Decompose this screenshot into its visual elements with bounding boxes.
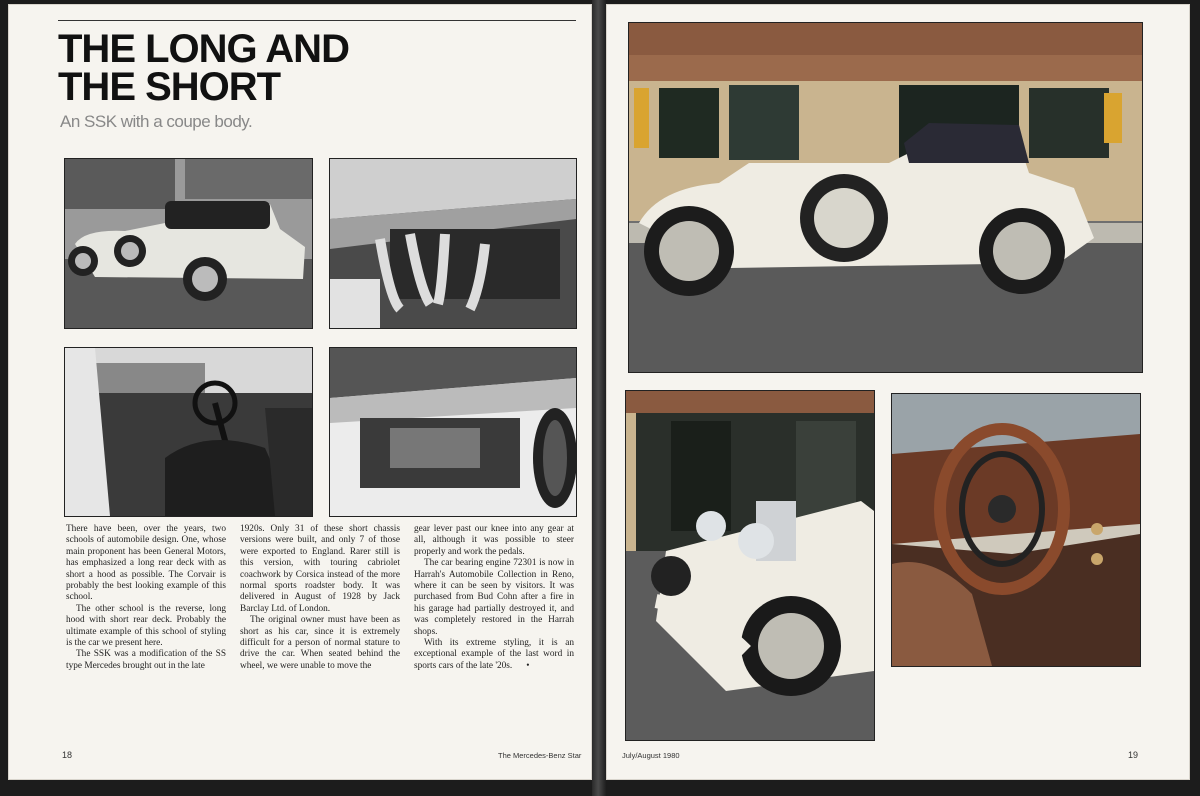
magazine-spine — [592, 0, 606, 796]
paragraph: The other school is the reverse, long hood with short rear deck. Probably the ultimate example of this school of styling is the car we present here. — [66, 603, 226, 649]
paragraph — [414, 638, 574, 672]
paragraph: The SSK was a modification of the SS type Mercedes brought out in the late — [66, 649, 226, 671]
car-photo-icon — [626, 391, 874, 740]
paragraph: The original owner must have been as short as his car, since it is extremely difficult for a person of normal stature to drive the car. When seated behind the wheel, we were unable to move the — [240, 615, 400, 671]
photo-steering-wheel — [891, 393, 1141, 667]
photo-engine-right — [329, 347, 577, 517]
photo-engine-left — [329, 158, 577, 329]
text-column-2 — [240, 524, 400, 672]
interior-photo-icon — [892, 394, 1140, 666]
paragraph: gear lever past our knee into any gear at all, although it was possible to steer properly and work the pedals. — [414, 524, 574, 557]
page-number-right: 19 — [1128, 750, 1139, 760]
paragraph: The car bearing engine 72301 is now in Harrah's Automobile Collection in Reno, where it can be seen by visitors. It was purchased from Bud Cohn after a fire in his garage had partially destroyed it, and was completely restored in the Harrah shops. — [414, 558, 574, 637]
paragraph-text: With its extreme styling, it is an exceptional example of the last word in sports cars of the late '20s. — [414, 638, 574, 671]
photo-interior-cockpit — [64, 347, 313, 517]
interior-photo-icon — [65, 348, 312, 516]
paragraph: 1920s. Only 31 of these short chassis versions were built, and only 7 of those were exported to England. Rarer still is this version, with touring cabriolet coachwork by Corsica instead of the more normal sports roadster body. It was delivered in August of 1928 by Jack Barclay Ltd. of London. — [240, 524, 400, 614]
paragraph: There have been, over the years, two schools of automobile design. One, whose main proponent has been General Motors, has emphasized a long rear deck with as short a hood as possible. The Corvair is probably the best looking example of this school. — [66, 524, 226, 603]
photo-coupe-exterior — [64, 158, 313, 329]
car-photo-icon — [629, 23, 1142, 372]
car-photo-icon — [65, 159, 312, 328]
title-rule — [58, 20, 576, 21]
page-number-left: 18 — [62, 750, 73, 760]
article-subtitle: An SSK with a coupe body. — [60, 112, 253, 131]
photo-front-grille — [625, 390, 875, 741]
article-title: THE LONG AND THE SHORT — [58, 27, 349, 109]
engine-photo-icon — [330, 348, 576, 516]
text-column-3 — [414, 524, 574, 672]
engine-photo-icon — [330, 159, 576, 328]
photo-side-profile — [628, 22, 1143, 373]
running-header: July/August 1980 — [622, 751, 680, 760]
text-column-1 — [66, 524, 226, 672]
running-footer: The Mercedes-Benz Star — [498, 751, 582, 760]
end-mark: • — [526, 660, 530, 671]
